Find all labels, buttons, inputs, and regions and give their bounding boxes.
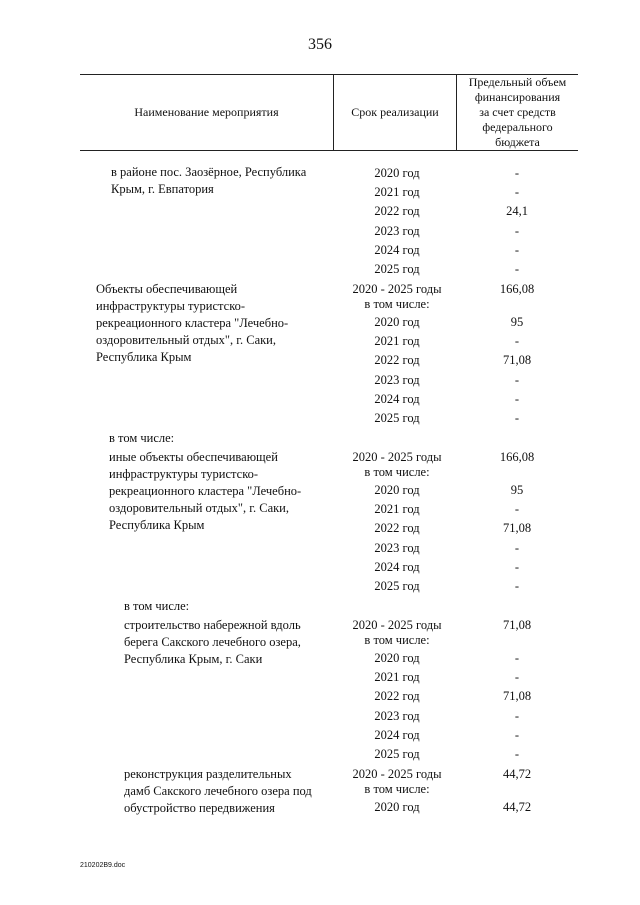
header-name: Наименование мероприятия [134, 105, 279, 119]
period-column: 2020 - 2025 годы в том числе: 2020 год 2021 год 2022 год 2023 год 2024 год 2025 год [352, 618, 442, 762]
header-amount: Предельный объем финансирования за счет средств федерального бюджета [468, 75, 567, 149]
subsection-intro: в том числе: [109, 431, 175, 445]
amount-column: 71,08 - - 71,08 - - - [502, 618, 532, 762]
period-column: 2020 - 2025 годы в том числе: 2020 год 2021 год 2022 год 2023 год 2024 год 2025 год [352, 282, 442, 426]
item-name: иные объекты обеспечивающей инфраструктуры туристско- рекреационного кластера "Лечебно- оздоровительный отдых", г. Саки, Республика Крым [109, 450, 302, 532]
item-name: Объекты обеспечивающей инфраструктуры туристско- рекреационного кластера "Лечебно- оздоровительный отдых", г. Саки, Республика Крым [96, 282, 289, 364]
item-name: реконструкция разделительных дамб Сакского лечебного озера под обустройство передвижения [124, 767, 312, 815]
amount-column: - - 24,1 - - - [506, 166, 528, 277]
amount-column: 166,08 95 - 71,08 - - - [499, 282, 535, 426]
amount-column: 166,08 95 - 71,08 - - - [499, 450, 535, 594]
period-column: 2020 - 2025 годы в том числе: 2020 год 2021 год 2022 год 2023 год 2024 год 2025 год [352, 450, 442, 594]
document-code: 210202B9.doc [80, 862, 126, 869]
header-bottom-rule [80, 150, 578, 151]
amount-column: 44,72 44,72 [502, 767, 532, 814]
header-period: Срок реализации [351, 105, 439, 119]
period-column: 2020 год 2021 год 2022 год 2023 год 2024 год 2025 год [374, 166, 420, 277]
subsection-intro: в том числе: [124, 599, 190, 613]
item-name: строительство набережной вдоль берега Сакского лечебного озера, Республика Крым, г. Саки [124, 618, 301, 666]
page-number: 356 [308, 36, 332, 53]
item-name: в районе пос. Заозёрное, Республика Крым, г. Евпатория [111, 165, 307, 196]
period-column: 2020 - 2025 годы в том числе: 2020 год [352, 767, 442, 814]
